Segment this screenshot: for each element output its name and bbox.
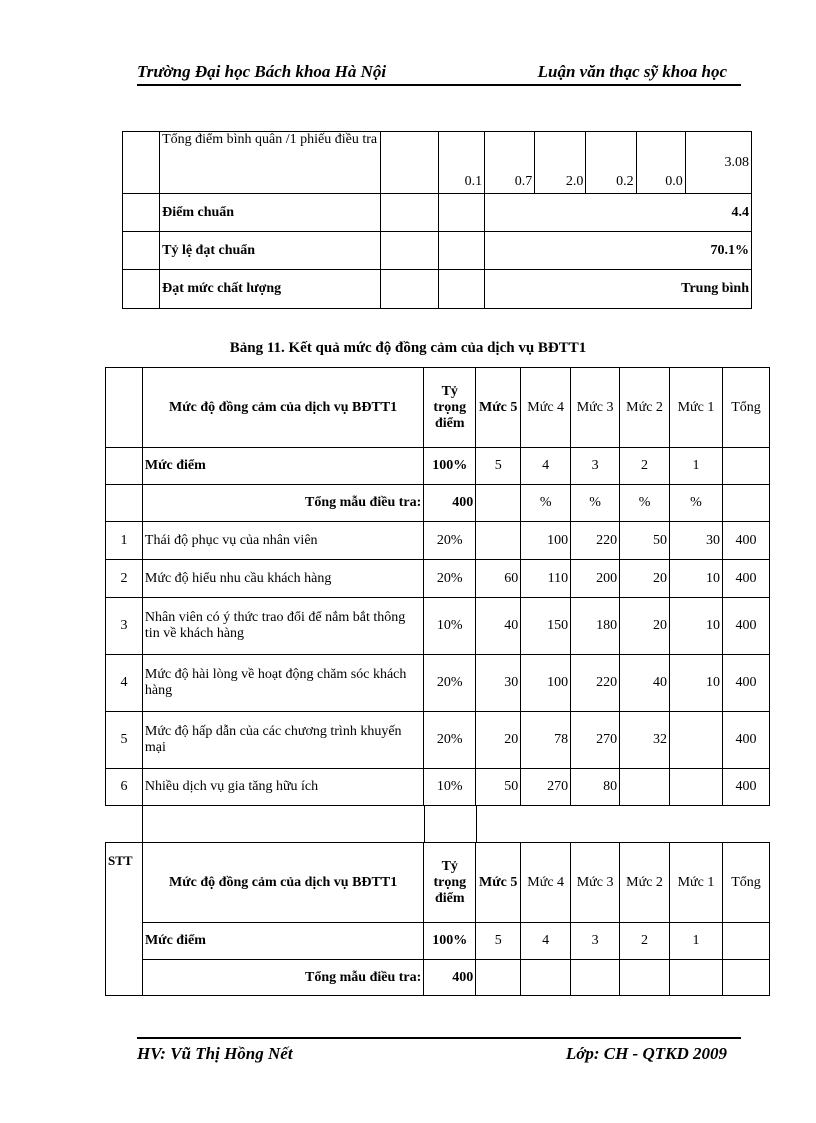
row-total: 400 [722,769,769,806]
avg-value: 0.0 [636,132,685,194]
score-value: 1 [670,923,723,960]
table-row [106,598,770,655]
row-m5: 20 [476,712,521,769]
footer-class: Lớp: CH - QTKD 2009 [565,1044,727,1063]
score-value: 2 [620,448,670,485]
row-m2: 32 [620,712,670,769]
gap-line [142,805,143,842]
table-row [106,712,770,769]
level4-header: Mức 4 [521,843,571,923]
sample-row [106,485,770,522]
total-header: Tổng [722,843,769,923]
row-m3: 200 [571,560,620,598]
row-m1 [670,769,723,806]
row-total: 400 [722,655,769,712]
gap-line [476,805,477,842]
row-total: 400 [722,522,769,560]
percent-marker: % [521,485,571,522]
row-stt: 5 [106,712,143,769]
page-footer [137,1037,741,1065]
row-m3: 220 [571,522,620,560]
row-m5 [476,522,521,560]
standard-label: Điểm chuẩn [160,194,381,232]
score-label: Mức điểm [142,448,423,485]
score-row [106,448,770,485]
level1-header: Mức 1 [670,368,723,448]
rate-value: 70.1% [485,232,752,270]
score-value: 3 [571,448,620,485]
row-m4: 110 [521,560,571,598]
percent-marker: % [571,485,620,522]
row-m5: 50 [476,769,521,806]
row-m1: 10 [670,655,723,712]
level1-header: Mức 1 [670,843,723,923]
row-m4: 270 [521,769,571,806]
sample-value: 400 [424,960,476,996]
page-header [137,62,741,86]
row-stt: 4 [106,655,143,712]
percent-marker: % [670,485,723,522]
stt-header: STT [106,843,143,996]
footer-author: HV: Vũ Thị Hồng Nết [137,1044,293,1063]
score-value: 5 [476,923,521,960]
row-m3: 220 [571,655,620,712]
total-header: Tổng [722,368,769,448]
row-m5: 30 [476,655,521,712]
avg-value: 0.1 [438,132,484,194]
row-total: 400 [722,560,769,598]
sample-label: Tổng mẫu điều tra: [142,960,423,996]
row-name: Nhiều dịch vụ gia tăng hữu ích [142,769,423,806]
row-name: Thái độ phục vụ của nhân viên [142,522,423,560]
row-name: Mức độ hiểu nhu cầu khách hàng [142,560,423,598]
quality-value: Trung bình [485,270,752,309]
gap-line [424,805,425,842]
quality-label: Đạt mức chất lượng [160,270,381,309]
row-weight: 10% [424,598,476,655]
row-m2: 20 [620,598,670,655]
level3-header: Mức 3 [571,368,620,448]
row-m4: 150 [521,598,571,655]
row-m4: 100 [521,522,571,560]
level5-header: Mức 5 [476,368,521,448]
row-weight: 20% [424,712,476,769]
row-weight: 10% [424,769,476,806]
empathy-results-table [105,367,770,806]
row-weight: 20% [424,522,476,560]
weight-header: Tỷ trọng điểm [424,843,476,923]
header-row [106,368,770,448]
row-m1 [670,712,723,769]
avg-value: 2.0 [535,132,586,194]
rate-label: Tỷ lệ đạt chuẩn [160,232,381,270]
standard-row [123,194,752,232]
avg-value: 0.7 [485,132,535,194]
row-m4: 78 [521,712,571,769]
score-value: 4 [521,448,571,485]
table-row [106,560,770,598]
score-label: Mức điểm [142,923,423,960]
score-value: 3 [571,923,620,960]
row-m3: 270 [571,712,620,769]
score-value: 4 [521,923,571,960]
sample-row [106,960,770,996]
row-total: 400 [722,598,769,655]
score-row [106,923,770,960]
row-m4: 100 [521,655,571,712]
level2-header: Mức 2 [620,368,670,448]
table-row [106,655,770,712]
score-weight: 100% [424,448,476,485]
avg-score-label: Tổng điểm bình quân /1 phiếu điều tra [160,132,381,194]
row-stt: 2 [106,560,143,598]
row-m3: 80 [571,769,620,806]
row-stt: 3 [106,598,143,655]
row-weight: 20% [424,655,476,712]
row-name: Nhân viên có ý thức trao đổi để nắm bắt thông tin về khách hàng [142,598,423,655]
row-stt: 1 [106,522,143,560]
sample-label: Tổng mẫu điều tra: [142,485,423,522]
table-row [106,522,770,560]
score-weight: 100% [424,923,476,960]
score-value: 2 [620,923,670,960]
header-thesis-type: Luận văn thạc sỹ khoa học [537,62,727,81]
row-m5: 60 [476,560,521,598]
row-m1: 10 [670,598,723,655]
row-m2 [620,769,670,806]
row-m2: 50 [620,522,670,560]
row-m1: 10 [670,560,723,598]
quality-row [123,270,752,309]
level5-header: Mức 5 [476,843,521,923]
row-stt: 6 [106,769,143,806]
score-value: 5 [476,448,521,485]
level4-header: Mức 4 [521,368,571,448]
avg-value: 0.2 [586,132,636,194]
sample-value: 400 [424,485,476,522]
row-m3: 180 [571,598,620,655]
header-university: Trường Đại học Bách khoa Hà Nội [137,62,387,81]
score-value: 1 [670,448,723,485]
header-row [106,843,770,923]
avg-score-row [123,132,752,194]
table-row [106,769,770,806]
row-m5: 40 [476,598,521,655]
standard-value: 4.4 [485,194,752,232]
row-total: 400 [722,712,769,769]
row-m1: 30 [670,522,723,560]
row-m2: 40 [620,655,670,712]
summary-table [122,131,752,309]
level2-header: Mức 2 [620,843,670,923]
rate-row [123,232,752,270]
percent-marker: % [620,485,670,522]
avg-total: 3.08 [685,132,751,194]
empathy-header-table [105,842,770,996]
level3-header: Mức 3 [571,843,620,923]
weight-header: Tỷ trọng điểm [424,368,476,448]
criteria-header: Mức độ đồng cảm của dịch vụ BĐTT1 [142,843,423,923]
table-caption: Bảng 11. Kết quả mức độ đồng cảm của dịch vụ BĐTT1 [229,340,587,356]
criteria-header: Mức độ đồng cảm của dịch vụ BĐTT1 [142,368,423,448]
row-m2: 20 [620,560,670,598]
row-name: Mức độ hấp dẫn của các chương trình khuyến mại [142,712,423,769]
row-name: Mức độ hài lòng về hoạt động chăm sóc khách hàng [142,655,423,712]
row-weight: 20% [424,560,476,598]
